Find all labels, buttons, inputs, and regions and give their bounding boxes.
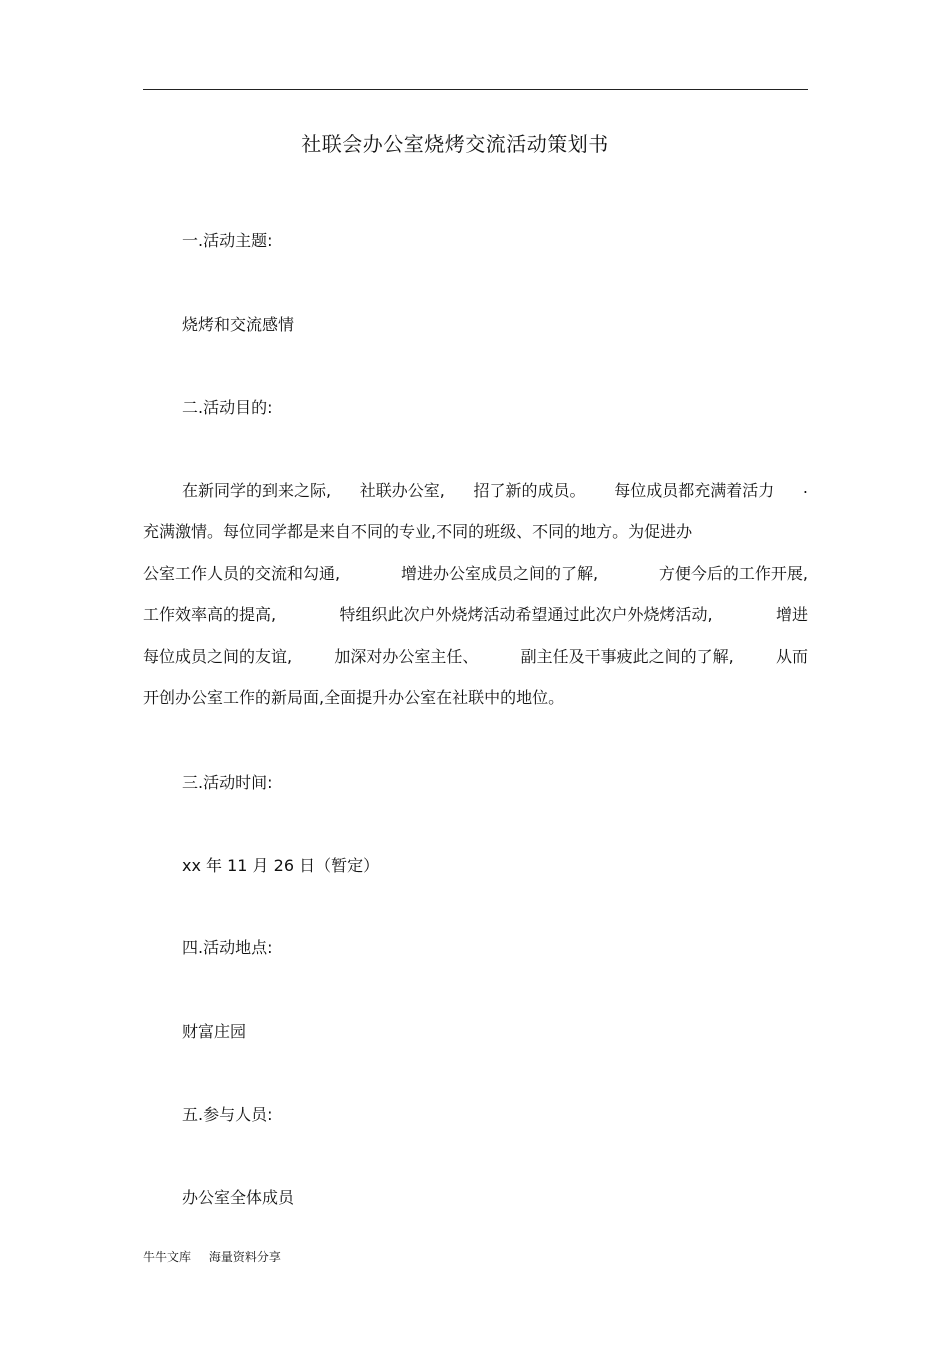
purpose-fragment: 加深对办公室主任、 — [334, 647, 479, 666]
purpose-line-4 — [143, 602, 808, 625]
purpose-fragment: 全面提升办公室在社联中的地位。 — [324, 688, 565, 707]
section-heading-participants: 五.参与人员: — [182, 1105, 273, 1124]
section-body-location: 财富庄园 — [182, 1022, 247, 1041]
purpose-fragment: 在新同学的到来之际, — [182, 481, 332, 500]
header-rule — [143, 89, 808, 90]
purpose-fragment: 每位成员都充满着活力 — [614, 481, 775, 500]
purpose-fragment: 公室工作人员的交流和勾通, — [143, 564, 341, 583]
purpose-fragment: 特组织此次户外烧烤活动希望通过此次户外烧烤活动, — [339, 605, 713, 624]
document-title: 社联会办公室烧烤交流活动策划书 — [301, 132, 609, 156]
page-footer — [143, 1248, 281, 1265]
purpose-line-3 — [143, 561, 808, 584]
purpose-fragment: 每位成员之间的友谊, — [143, 647, 293, 666]
purpose-line-5 — [143, 644, 808, 667]
purpose-line-2 — [143, 519, 773, 542]
purpose-fragment: . — [802, 478, 808, 497]
purpose-fragment: 开创办公室工作的新局面, — [143, 688, 325, 707]
purpose-fragment: 招了新的成员。 — [473, 481, 586, 500]
purpose-fragment: 社联办公室, — [359, 481, 445, 500]
purpose-fragment: 不同的班级、不同的地方。为促进办 — [436, 522, 693, 541]
purpose-fragment: 工作效率高的提高, — [143, 605, 277, 624]
purpose-fragment: 副主任及干事疲此之间的了解, — [520, 647, 734, 666]
purpose-fragment: 增进 — [775, 605, 808, 624]
purpose-line-1 — [182, 478, 808, 501]
footer-source: 牛牛文库 — [143, 1250, 192, 1264]
section-heading-theme: 一.活动主题: — [182, 231, 273, 250]
section-body-time: xx 年 11 月 26 日（暂定） — [182, 856, 380, 875]
section-heading-purpose: 二.活动目的: — [182, 398, 273, 417]
purpose-fragment: 从而 — [775, 647, 808, 666]
section-body-participants: 办公室全体成员 — [182, 1188, 295, 1207]
section-heading-location: 四.活动地点: — [182, 938, 273, 957]
purpose-fragment: 充满激情。每位同学都是来自不同的专业, — [143, 522, 437, 541]
purpose-fragment: 增进办公室成员之间的了解, — [400, 564, 599, 583]
purpose-line-6 — [143, 685, 808, 708]
section-heading-time: 三.活动时间: — [182, 773, 273, 792]
section-body-theme: 烧烤和交流感情 — [182, 315, 295, 334]
footer-tagline: 海量资料分享 — [208, 1250, 281, 1264]
purpose-fragment: 方便今后的工作开展, — [658, 564, 808, 583]
